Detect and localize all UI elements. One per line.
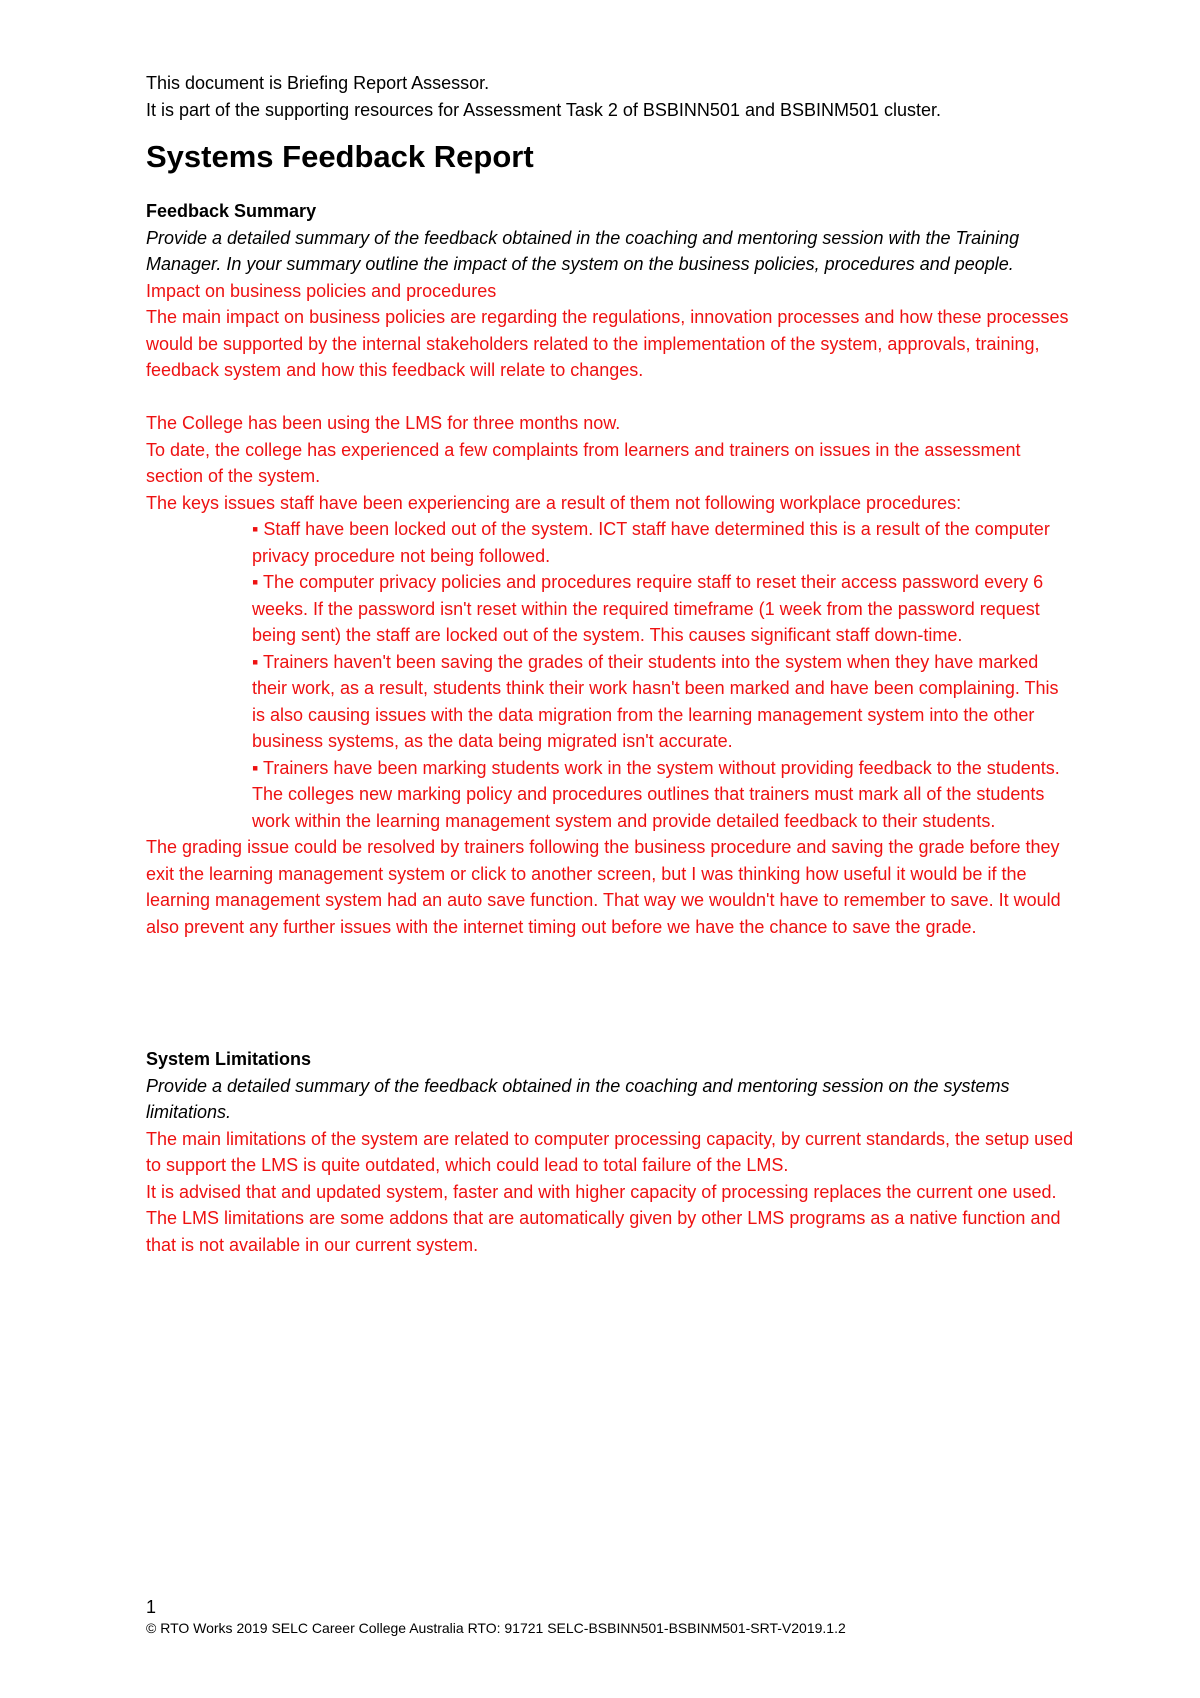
feedback-closing-paragraph: The grading issue could be resolved by trainers following the business procedure and saving the grade before they exit the learning management system or click to another screen, but I was thinking how useful it would be if the learning management system had an auto save function. That way we wouldn't have to remember to save. It would also prevent any further issues with the internet timing out before we have the chance to save the grade. bbox=[146, 837, 1061, 937]
limitations-paragraph: It is advised that and updated system, faster and with higher capacity of processing replaces the current one used. bbox=[146, 1181, 1057, 1202]
intro-line-1: This document is Briefing Report Assessor. bbox=[146, 73, 490, 93]
system-limitations-instruction: Provide a detailed summary of the feedback obtained in the coaching and mentoring session on the systems limitations. bbox=[146, 1075, 1010, 1122]
page-footer bbox=[146, 1596, 1076, 1638]
issue-bullet: ▪ Staff have been locked out of the system. ICT staff have determined this is a result of the computer privacy procedure not being followed. bbox=[252, 519, 1050, 566]
page-number: 1 bbox=[146, 1597, 157, 1617]
system-limitations-section bbox=[146, 1046, 1076, 1258]
limitations-paragraph: The main limitations of the system are related to computer processing capacity, by current standards, the setup used to support the LMS is quite outdated, which could lead to total failure of the LMS. bbox=[146, 1128, 1074, 1175]
feedback-summary-heading: Feedback Summary bbox=[146, 201, 317, 221]
intro-line-2: It is part of the supporting resources for Assessment Task 2 of BSBINN501 and BSBINM501 cluster. bbox=[146, 99, 942, 120]
issue-bullet: ▪ Trainers haven't been saving the grades of their students into the system when they have marked their work, as a result, students think their work hasn't been marked and have been complaining. This is also causing issues with the data migration from the learning management system into the other business systems, as the data being migrated isn't accurate. bbox=[252, 651, 1059, 751]
issue-bullet: ▪ Trainers have been marking students work in the system without providing feedback to the students. bbox=[252, 757, 1060, 778]
feedback-paragraph: The keys issues staff have been experiencing are a result of them not following workplace procedures: bbox=[146, 492, 962, 513]
feedback-paragraph: To date, the college has experienced a few complaints from learners and trainers on issues in the assessment section of the system. bbox=[146, 439, 1021, 486]
footer-copyright: © RTO Works 2019 SELC Career College Australia RTO: 91721 SELC-BSBINN501-BSBINM501-SRT-V2019.1.2 bbox=[146, 1620, 846, 1636]
feedback-summary-section bbox=[146, 198, 1076, 940]
section-spacer bbox=[146, 940, 1076, 1046]
issue-bullet: The colleges new marking policy and procedures outlines that trainers must mark all of the students work within the learning management system and provide detailed feedback to their students. bbox=[252, 784, 1045, 831]
limitations-paragraph: The LMS limitations are some addons that are automatically given by other LMS programs as a native function and that is not available in our current system. bbox=[146, 1208, 1061, 1255]
document-page bbox=[146, 70, 1076, 1258]
feedback-paragraph: Impact on business policies and procedures bbox=[146, 280, 497, 301]
blank-line bbox=[146, 384, 1076, 411]
page-title: Systems Feedback Report bbox=[146, 139, 534, 174]
issues-list bbox=[252, 516, 1076, 834]
issue-bullet: ▪ The computer privacy policies and procedures require staff to reset their access password every 6 weeks. If the password isn't reset within the required timeframe (1 week from the password request being sent) the staff are locked out of the system. This causes significant staff down-time. bbox=[252, 572, 1044, 645]
feedback-summary-instruction: Provide a detailed summary of the feedback obtained in the coaching and mentoring session with the Training Manager. In your summary outline the impact of the system on the business policies, procedures and people. bbox=[146, 227, 1020, 274]
system-limitations-heading: System Limitations bbox=[146, 1049, 312, 1069]
feedback-paragraph: The main impact on business policies are regarding the regulations, innovation processes and how these processes would be supported by the internal stakeholders related to the implementation of the system, approvals, training, feedback system and how this feedback will relate to changes. bbox=[146, 307, 1069, 380]
feedback-paragraph: The College has been using the LMS for three months now. bbox=[146, 413, 621, 433]
